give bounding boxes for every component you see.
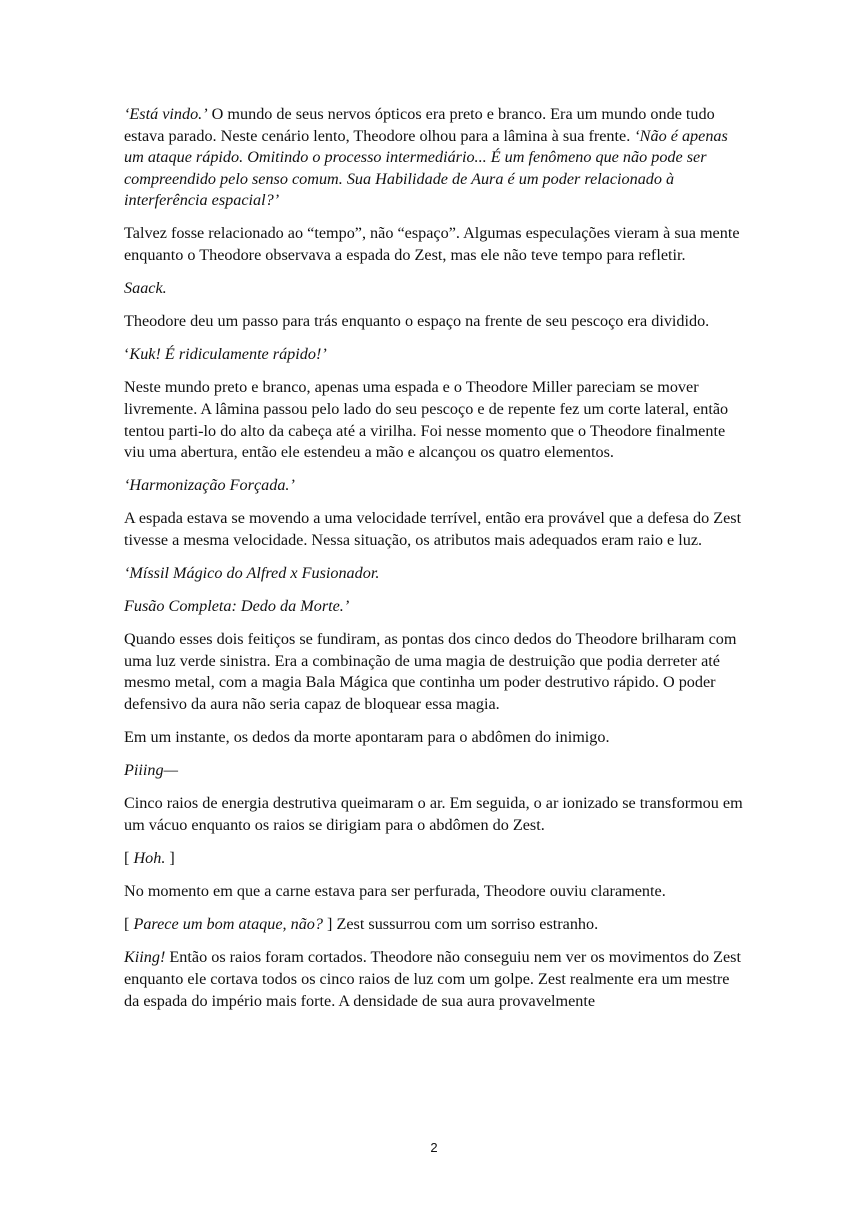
paragraph xyxy=(124,596,748,618)
paragraph xyxy=(124,377,748,463)
body-text xyxy=(124,104,748,1024)
text-run: ] Zest sussurrou com um sorriso estranho. xyxy=(323,915,599,934)
italic-text-run: Kuk! É ridiculamente rápido!’ xyxy=(129,345,327,364)
italic-text-run: Parece um bom ataque, não? xyxy=(133,915,323,934)
paragraph xyxy=(124,760,748,782)
italic-text-run: Kiing! xyxy=(124,948,166,967)
italic-text-run: Saack. xyxy=(124,279,167,298)
text-run: [ xyxy=(124,849,134,868)
text-run: No momento em que a carne estava para ser perfurada, Theodore ouviu claramente. xyxy=(124,882,666,901)
paragraph xyxy=(124,223,748,266)
italic-text-run: Fusão Completa: Dedo da Morte.’ xyxy=(124,597,350,616)
paragraph xyxy=(124,914,748,936)
paragraph xyxy=(124,793,748,836)
paragraph xyxy=(124,848,748,870)
text-run: Então os raios foram cortados. Theodore não conseguiu nem ver os movimentos do Zest enquanto ele cortava todos os cinco raios de luz com um golpe. Zest realmente era um mestre da espada do império mais forte. A densidade de sua aura provavelmente xyxy=(124,948,741,1010)
paragraph xyxy=(124,508,748,551)
italic-text-run: ‘Harmonização Forçada.’ xyxy=(124,476,295,495)
text-run: Talvez fosse relacionado ao “tempo”, não “espaço”. Algumas especulações vieram à sua mente enquanto o Theodore observava a espada do Zest, mas ele não teve tempo para refletir. xyxy=(124,224,740,265)
paragraph xyxy=(124,344,748,366)
italic-text-run: ‘Não é apenas um ataque rápido. Omitindo o processo intermediário... É um fenômeno que não pode ser compreendido pelo senso comum. Sua Habilidade de Aura é um poder relacionado à interferência espacial?’ xyxy=(124,126,728,210)
text-run: ‘ xyxy=(124,345,130,364)
paragraph xyxy=(124,563,748,585)
page-number: 2 xyxy=(430,1140,438,1155)
italic-text-run: ‘Míssil Mágico do Alfred x Fusionador. xyxy=(124,564,380,583)
paragraph xyxy=(124,947,748,1012)
text-run: Quando esses dois feitiços se fundiram, as pontas dos cinco dedos do Theodore brilharam com uma luz verde sinistra. Era a combinação de uma magia de destruição que podia derreter até mesmo metal, com a magia Bala Mágica que continha um poder destrutivo rápido. O poder defensivo da aura não seria capaz de bloquear essa magia. xyxy=(124,630,737,714)
text-run: O mundo de seus nervos ópticos era preto e branco. Era um mundo onde tudo estava parado. Neste cenário lento, Theodore olhou para a lâmina à sua frente. xyxy=(124,105,715,145)
text-run: ] xyxy=(165,849,175,868)
paragraph xyxy=(124,475,748,497)
italic-text-run: Piiing— xyxy=(124,761,178,780)
paragraph xyxy=(124,629,748,715)
text-run: A espada estava se movendo a uma velocidade terrível, então era provável que a defesa do Zest tivesse a mesma velocidade. Nessa situação, os atributos mais adequados eram raio e luz. xyxy=(124,509,742,549)
text-run: Theodore deu um passo para trás enquanto o espaço na frente de seu pescoço era dividido. xyxy=(124,312,710,331)
paragraph xyxy=(124,881,748,903)
paragraph xyxy=(124,727,748,749)
paragraph xyxy=(124,311,748,333)
text-run: Neste mundo preto e branco, apenas uma espada e o Theodore Miller pareciam se mover livremente. A lâmina passou pelo lado do seu pescoço e de repente fez um corte lateral, então tentou parti-lo do alto da cabeça até a virilha. Foi nesse momento que o Theodore finalmente viu uma abertura, então ele estendeu a mão e alcançou os quatro elementos. xyxy=(124,378,729,462)
text-run: [ xyxy=(124,915,134,934)
text-run: Em um instante, os dedos da morte apontaram para o abdômen do inimigo. xyxy=(124,728,610,747)
italic-text-run: ‘Está vindo.’ xyxy=(124,105,208,123)
paragraph xyxy=(124,278,748,300)
paragraph xyxy=(124,104,748,212)
italic-text-run: Hoh. xyxy=(133,849,166,868)
text-run: Cinco raios de energia destrutiva queimaram o ar. Em seguida, o ar ionizado se transformou em um vácuo enquanto os raios se dirigiam para o abdômen do Zest. xyxy=(124,794,743,834)
